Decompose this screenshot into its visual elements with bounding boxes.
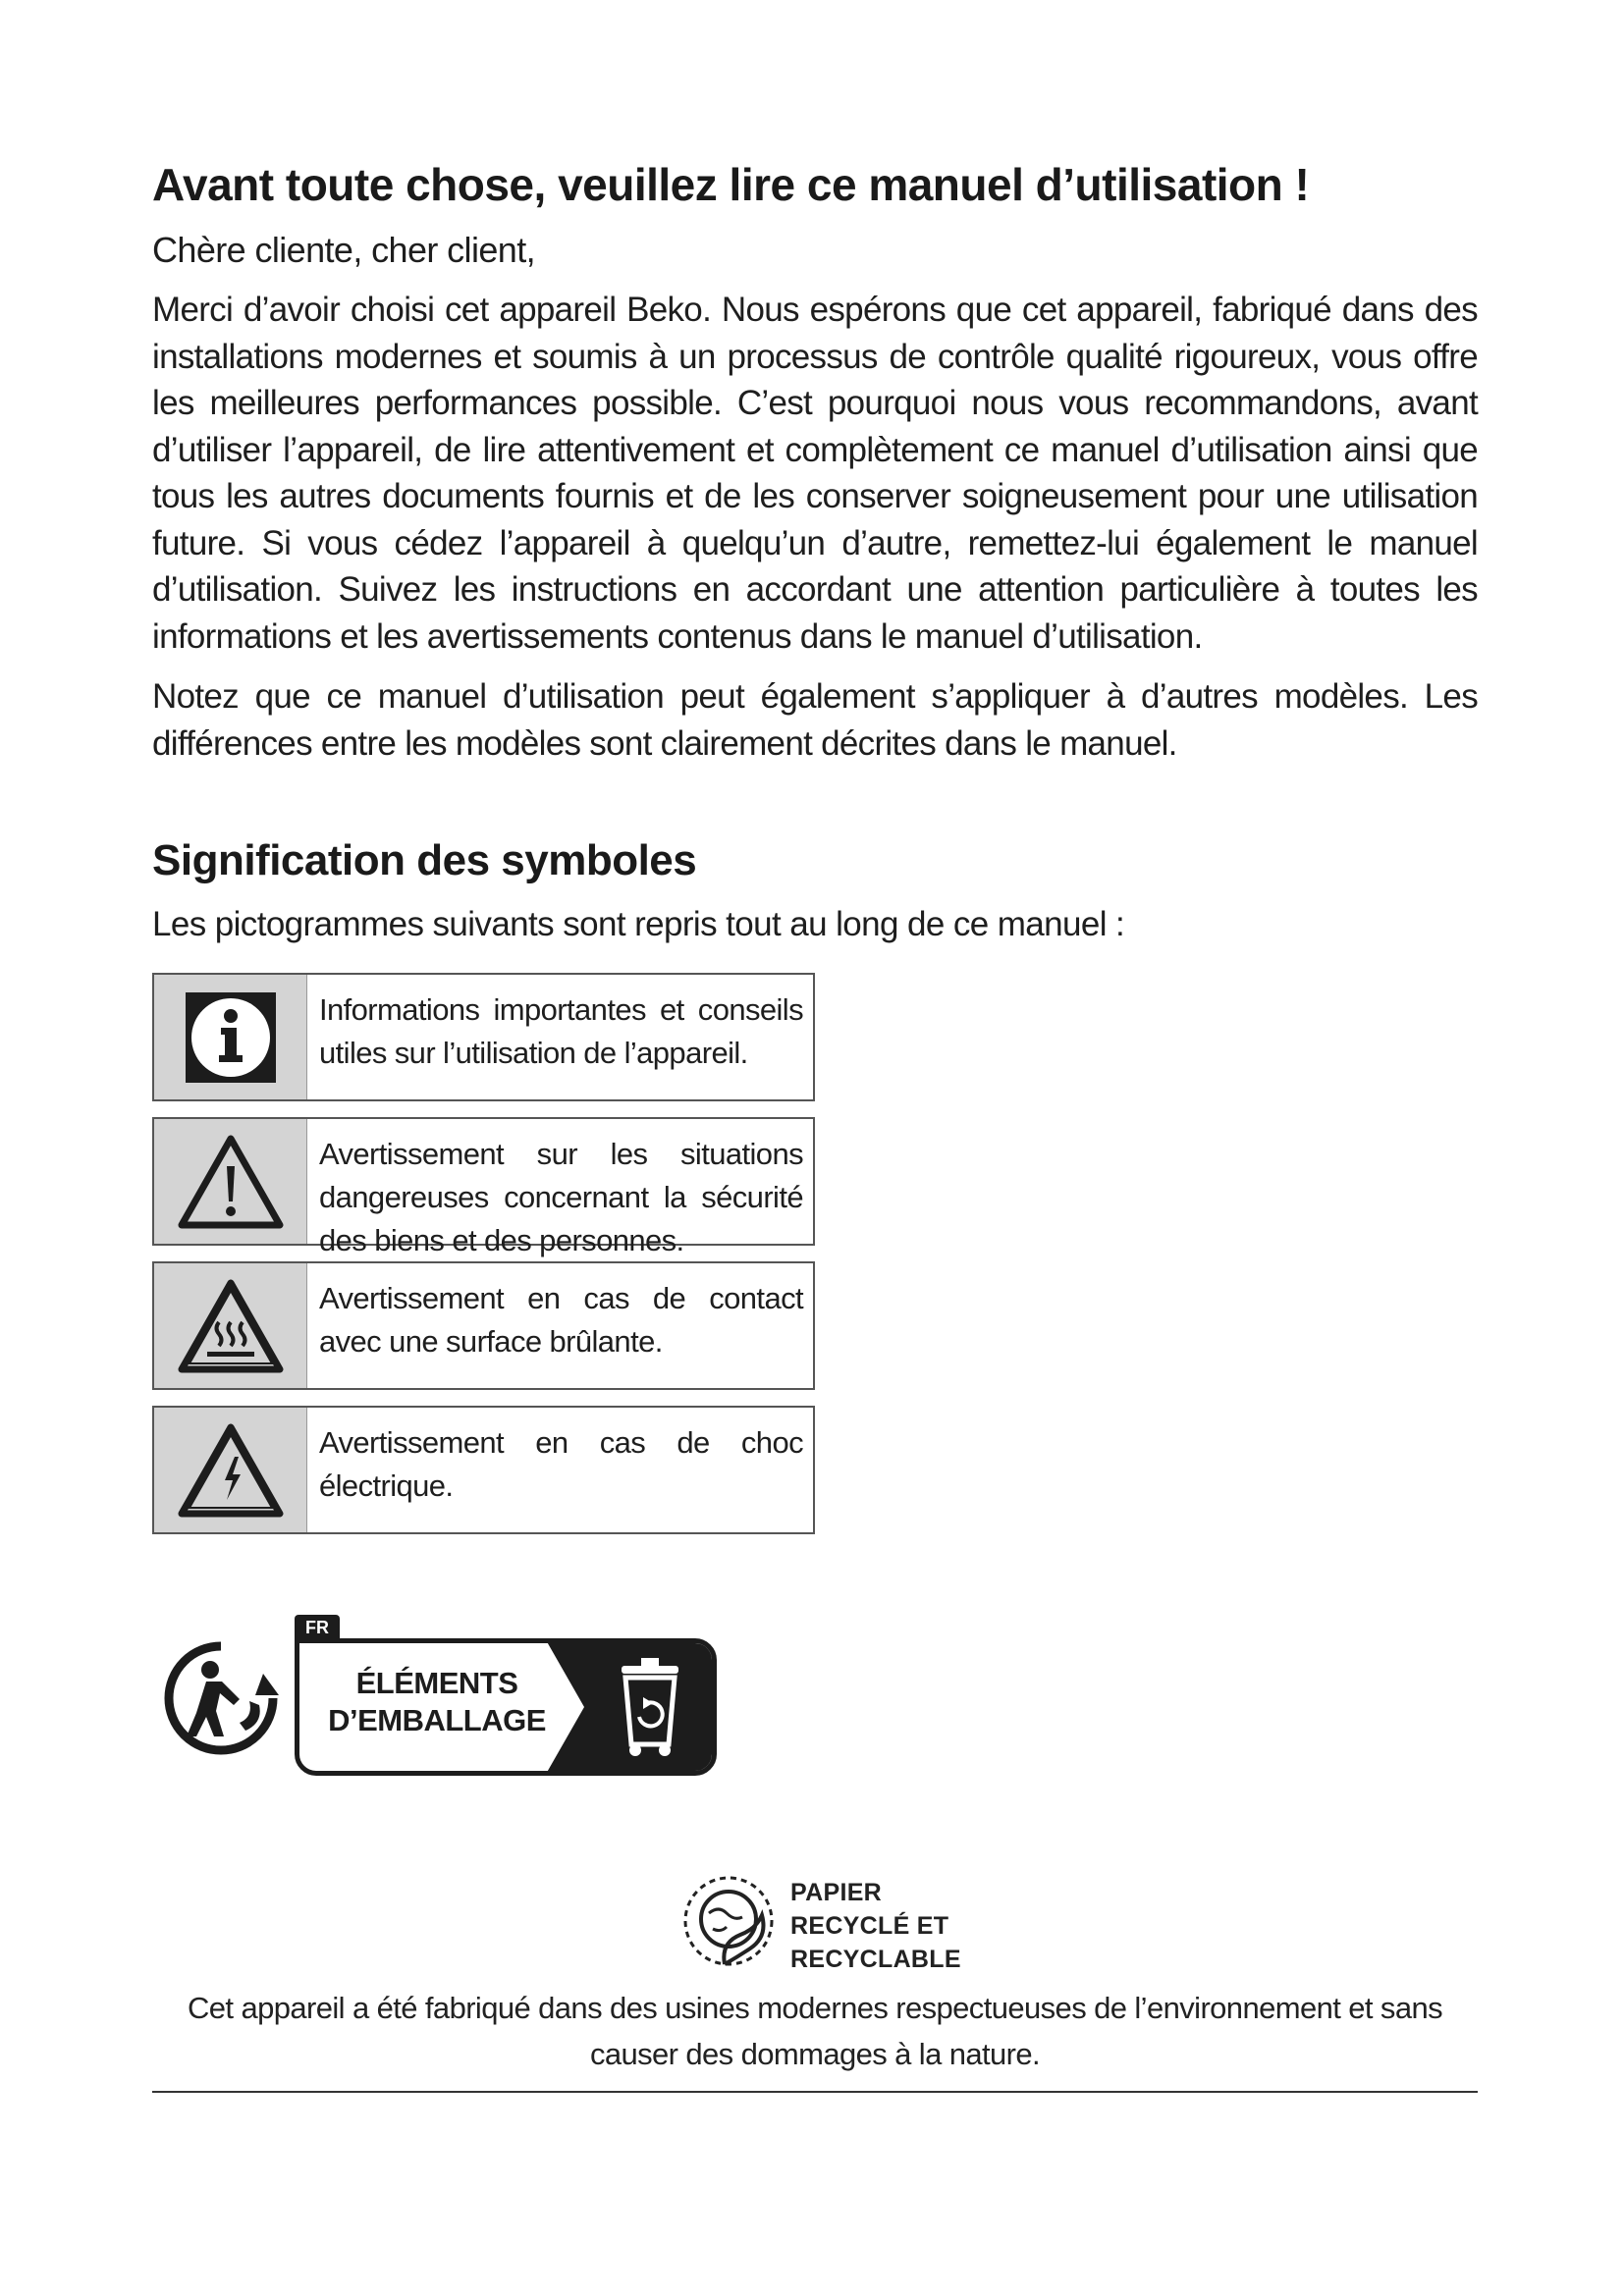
symbol-description: Avertissement en cas de choc électrique.	[319, 1425, 803, 1503]
triman-country-tag: FR	[295, 1615, 340, 1640]
recycled-paper-globe-icon	[677, 1870, 780, 1972]
document-page	[152, 157, 1478, 1550]
recycling-bin-icon	[545, 1638, 717, 1776]
symbol-description: Informations importantes et conseils utiles sur l’utilisation de l’appareil.	[319, 992, 803, 1070]
paper-badge-line2: RECYCLÉ ET	[790, 1912, 949, 1940]
symbol-description: Avertissement sur les situations dangereuses concernant la sécurité des biens et des personnes.	[319, 1137, 803, 1257]
warning-icon	[176, 1133, 286, 1231]
intro-paragraph: Merci d’avoir choisi cet appareil Beko. Nous espérons que cet appareil, fabriqué dans des installations modernes et soumis à un processus de contrôle qualité rigoureux, vous offre les meilleures performances possible. C’est pourquoi nous vous recommandons, avant d’utiliser l’appareil, de lire attentivement et complètement ce manuel d’utilisation ainsi que tous les autres documents fournis et de les conserver soigneusement pour une utilisation future. Si vous cédez l’appareil à quelqu’un d’autre, remettez-lui également le manuel d’utilisation. Suivez les instructions en accordant une attention particulière à toutes les informations et les avertissements contenus dans le manuel d’utilisation.	[152, 291, 1478, 656]
greeting: Chère cliente, cher client,	[152, 230, 535, 270]
symbol-description: Avertissement en cas de contact avec une surface brûlante.	[319, 1281, 803, 1359]
symbols-intro: Les pictogrammes suivants sont repris tout au long de ce manuel :	[152, 905, 1125, 943]
symbol-row-warning	[152, 1117, 815, 1257]
triman-logo	[157, 1615, 746, 1791]
triman-person-recycle-icon	[157, 1634, 285, 1762]
footer-divider	[152, 2091, 1478, 2093]
symbol-row-info	[152, 973, 815, 1101]
triman-panel	[295, 1638, 717, 1776]
electric-shock-icon	[176, 1421, 286, 1520]
info-icon	[184, 990, 278, 1085]
symbols-heading: Signification des symboles	[152, 836, 697, 884]
triman-label-line2: D’EMBALLAGE	[328, 1703, 546, 1737]
triman-label-line1: ÉLÉMENTS	[355, 1666, 518, 1700]
symbol-row-hot-surface	[152, 1261, 815, 1390]
models-note-paragraph: Notez que ce manuel d’utilisation peut également s’appliquer à d’autres modèles. Les différences entre les modèles sont clairement décrites dans le manuel.	[152, 677, 1478, 763]
symbol-row-electric	[152, 1406, 815, 1534]
symbols-table	[152, 973, 815, 1534]
paper-recycled-badge	[677, 1870, 1001, 1988]
paper-badge-line1: PAPIER	[790, 1879, 883, 1906]
hot-surface-icon	[176, 1277, 286, 1375]
page-title: Avant toute chose, veuillez lire ce manuel d’utilisation !	[152, 159, 1310, 210]
footer-text: Cet appareil a été fabriqué dans des usines modernes respectueuses de l’environnement et sans causer des dommages à la nature.	[187, 1991, 1443, 2071]
paper-badge-line3: RECYCLABLE	[790, 1946, 961, 1973]
